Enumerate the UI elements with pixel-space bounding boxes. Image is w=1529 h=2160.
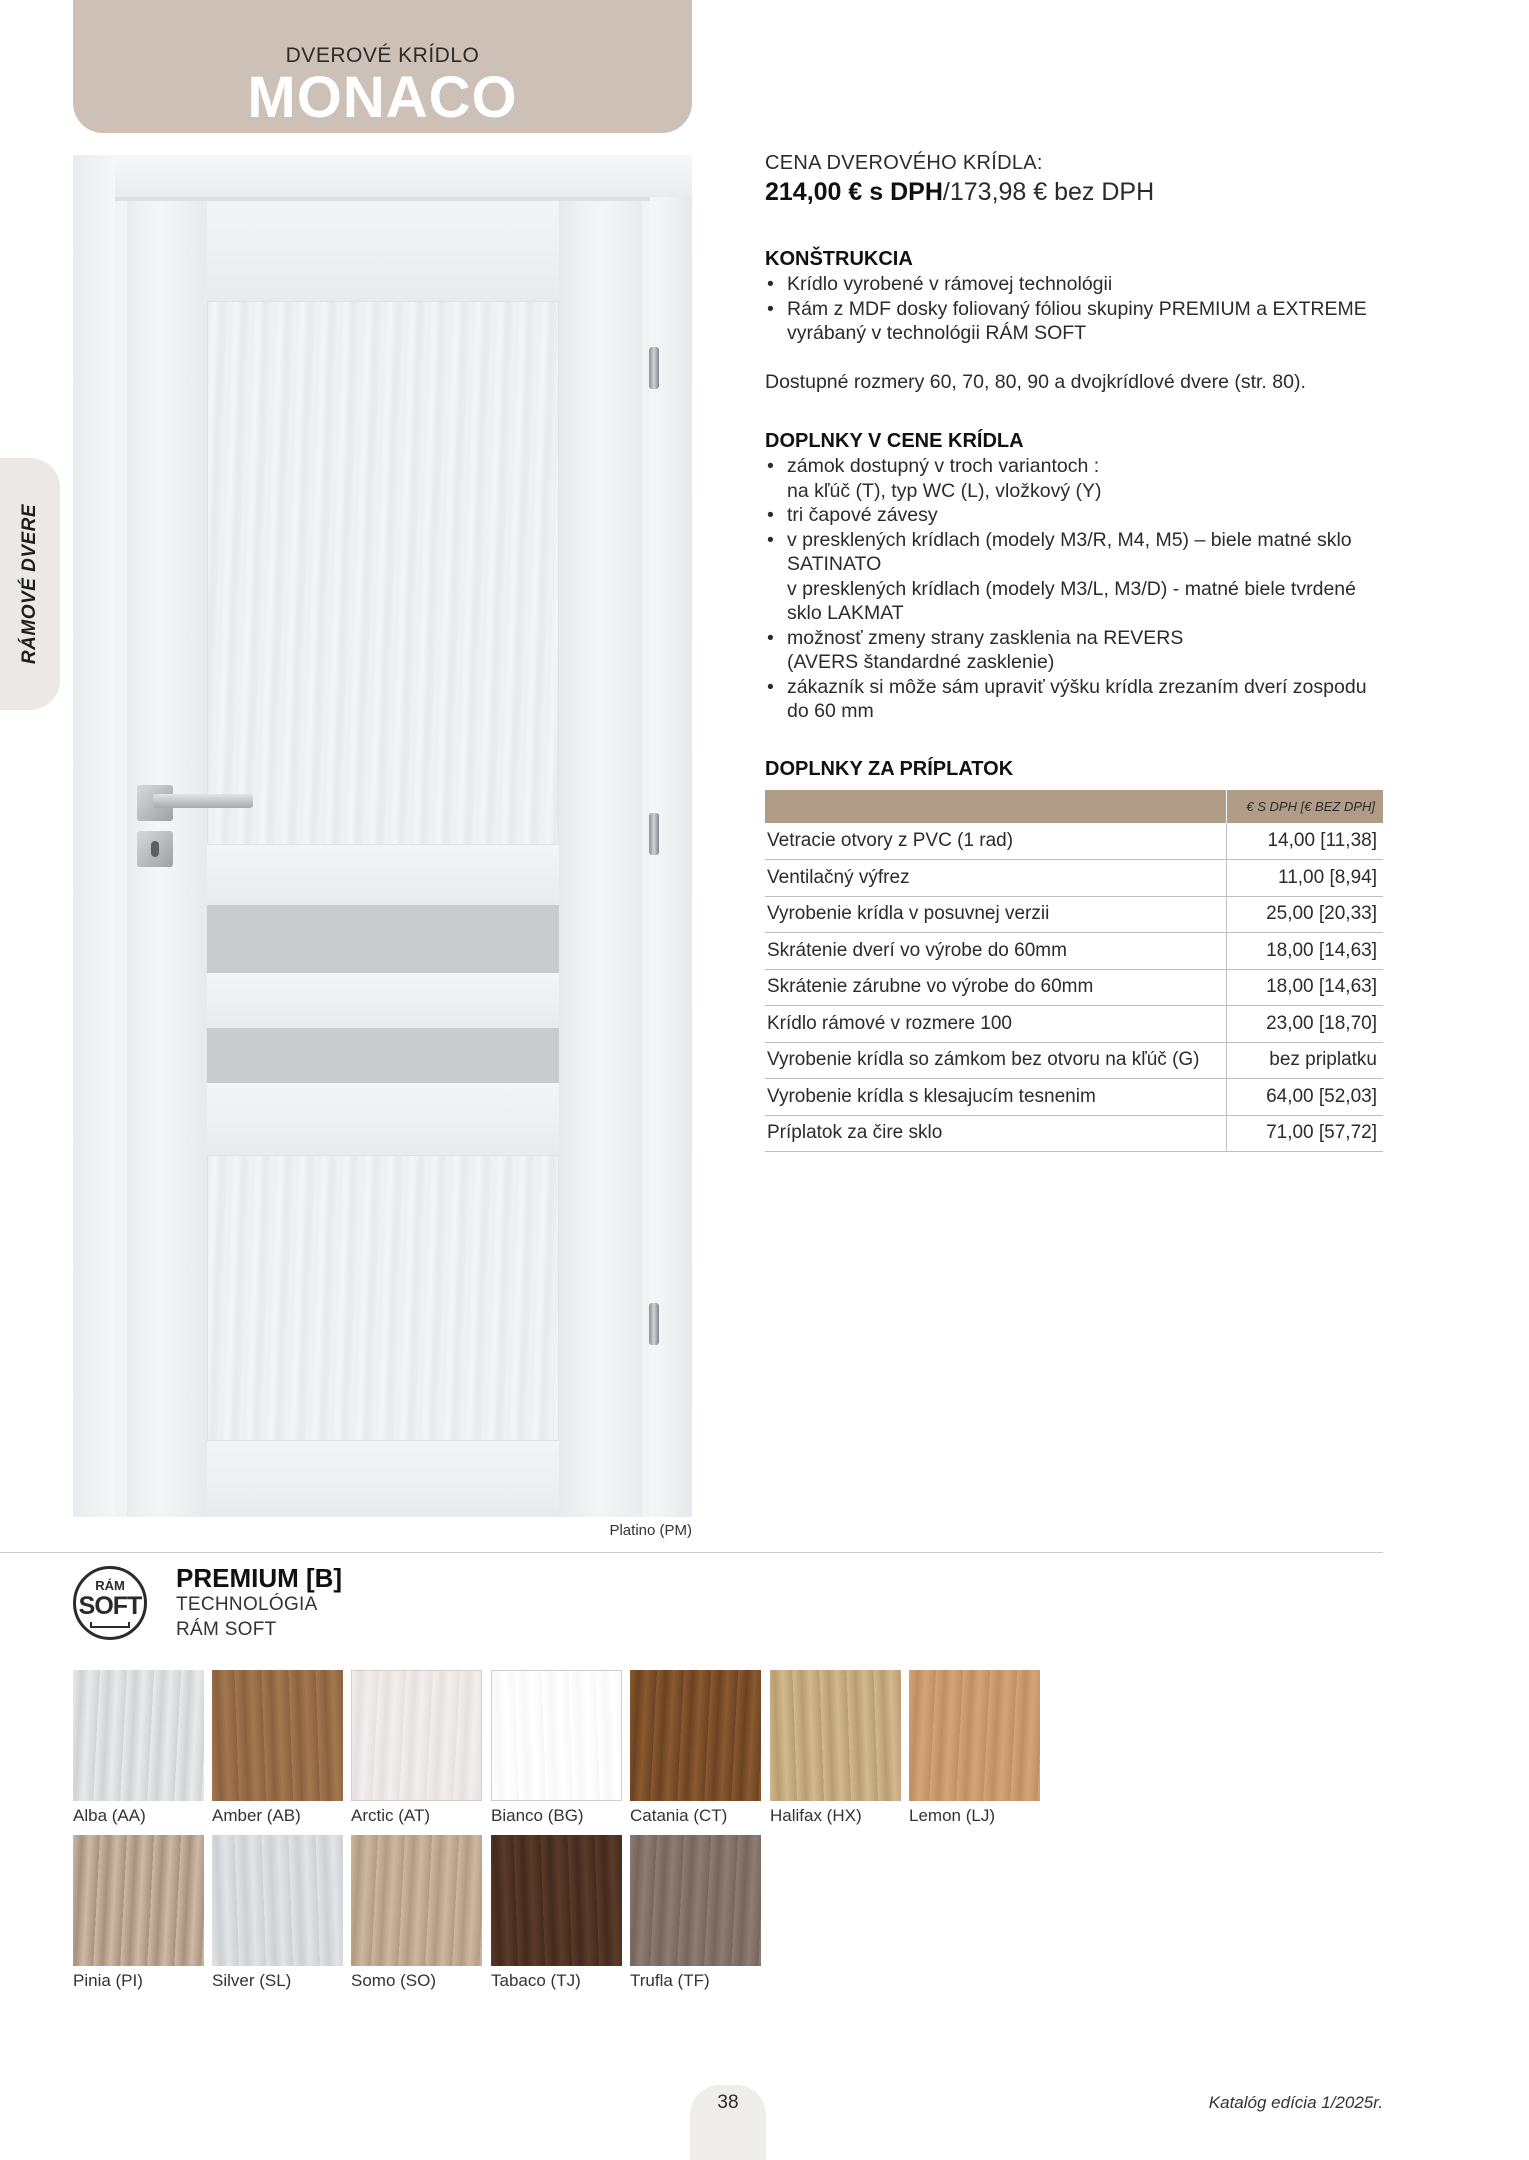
header-tab — [73, 0, 692, 133]
premium-subtitle: TECHNOLÓGIA — [176, 1594, 318, 1615]
door-rail — [207, 1083, 559, 1155]
price-without-vat: /173,98 € bez DPH — [942, 178, 1155, 206]
addon-label: Skrátenie zárubne vo výrobe do 60mm — [765, 969, 1226, 1006]
extras-title: DOPLNKY ZA PRÍPLATOK — [765, 758, 1014, 780]
color-swatch[interactable] — [491, 1835, 622, 1966]
price-label: CENA DVEROVÉHO KRÍDLA: — [765, 152, 1043, 174]
swatch-label: Arctic (AT) — [351, 1806, 431, 1825]
table-row — [765, 969, 1383, 1006]
color-swatch[interactable] — [630, 1670, 761, 1801]
ram-soft-badge-icon — [73, 1566, 147, 1640]
price-line — [765, 178, 1385, 207]
addon-label: Vetracie otvory z PVC (1 rad) — [765, 823, 1226, 860]
table-row — [765, 1042, 1383, 1079]
color-swatch[interactable] — [212, 1835, 343, 1966]
addon-price: 18,00 [14,63] — [1226, 933, 1383, 970]
table-row — [765, 1115, 1383, 1152]
list-item: • možnosť zmeny strany zasklenia na REVERS (AVERS štandardné zasklenie) — [765, 626, 1385, 675]
door-image — [73, 155, 692, 1517]
door-color-caption: Platino (PM) — [609, 1522, 692, 1539]
addon-price: 23,00 [18,70] — [1226, 1006, 1383, 1043]
table-header-price: € S DPH [€ BEZ DPH] — [1226, 790, 1383, 823]
badge-frame-icon — [90, 1622, 130, 1628]
badge-top-text: RÁM — [95, 1578, 125, 1593]
table-row — [765, 860, 1383, 897]
swatch-label: Lemon (LJ) — [909, 1806, 995, 1825]
color-swatch[interactable] — [212, 1670, 343, 1801]
list-item: • tri čapové závesy — [765, 503, 1385, 528]
addon-price: bez priplatku — [1226, 1042, 1383, 1079]
list-item: • zákazník si môže sám upraviť výšku krídla zrezaním dverí zospodu do 60 mm — [765, 675, 1385, 724]
list-item: • Krídlo vyrobené v rámovej technológii — [765, 272, 1385, 297]
swatch-label: Bianco (BG) — [491, 1806, 584, 1825]
category-label: RÁMOVÉ DVERE — [19, 503, 40, 665]
color-swatch[interactable] — [351, 1835, 482, 1966]
addon-price: 18,00 [14,63] — [1226, 969, 1383, 1006]
available-sizes: Dostupné rozmery 60, 70, 80, 90 a dvojkrídlové dvere (str. 80). — [765, 370, 1306, 393]
door-rail-top — [207, 201, 559, 301]
addon-label: Skrátenie dverí vo výrobe do 60mm — [765, 933, 1226, 970]
list-item: • v presklených krídlach (modely M3/R, M4, M5) – biele matné sklo SATINATO v presklených krídlach (modely M3/L, M3/D) - matné biele tvrdené sklo LAKMAT — [765, 528, 1385, 626]
price-with-vat: 214,00 € s DPH — [765, 178, 943, 206]
swatch-label: Halifax (HX) — [770, 1806, 862, 1825]
header-subtitle: DVEROVÉ KRÍDLO — [285, 44, 480, 67]
construction-section — [765, 248, 1385, 394]
door-panel-upper — [207, 301, 559, 845]
color-swatch[interactable] — [351, 1670, 482, 1801]
category-side-tab[interactable] — [0, 458, 60, 710]
included-section — [765, 430, 1385, 724]
door-rail — [207, 973, 559, 1028]
door-glass-strip — [207, 905, 559, 973]
addon-label: Ventilačný výfrez — [765, 860, 1226, 897]
catalog-edition: Katalóg edícia 1/2025r. — [1208, 2093, 1383, 2112]
swatch-label: Trufla (TF) — [630, 1971, 710, 1990]
color-swatch[interactable] — [73, 1835, 204, 1966]
table-header-label — [765, 790, 1226, 823]
table-header-row — [765, 790, 1383, 823]
construction-list — [765, 272, 1385, 346]
table-row — [765, 823, 1383, 860]
addon-label: Vyrobenie krídla v posuvnej verzii — [765, 896, 1226, 933]
premium-subtitle: RÁM SOFT — [176, 1619, 277, 1640]
keyhole-icon — [151, 841, 159, 857]
addon-price: 14,00 [11,38] — [1226, 823, 1383, 860]
door-panel-lower — [207, 1155, 559, 1441]
door-glass-strip — [207, 1028, 559, 1083]
badge-main-text: SOFT — [78, 1592, 142, 1620]
door-stile-right — [559, 201, 642, 1517]
color-swatch[interactable] — [909, 1670, 1040, 1801]
swatch-label: Somo (SO) — [351, 1971, 437, 1990]
swatch-label: Pinia (PI) — [73, 1971, 143, 1990]
list-item: • zámok dostupný v troch variantoch : na kľúč (T), typ WC (L), vložkový (Y) — [765, 454, 1385, 503]
table-row — [765, 896, 1383, 933]
swatch-label: Amber (AB) — [212, 1806, 301, 1825]
extras-table — [765, 790, 1383, 1152]
page-number: 38 — [717, 2092, 739, 2113]
included-title: DOPLNKY V CENE KRÍDLA — [765, 430, 1024, 452]
color-swatch[interactable] — [630, 1835, 761, 1966]
table-row — [765, 1006, 1383, 1043]
door-rail-bottom — [207, 1441, 559, 1517]
addon-label: Vyrobenie krídla s klesajucím tesnenim — [765, 1079, 1226, 1116]
included-list — [765, 454, 1385, 724]
color-swatch[interactable] — [73, 1670, 204, 1801]
hinge-icon — [649, 1303, 659, 1345]
swatch-label: Tabaco (TJ) — [491, 1971, 581, 1990]
addon-price: 71,00 [57,72] — [1226, 1115, 1383, 1152]
door-frame-left — [73, 155, 115, 1517]
door-frame-top — [73, 155, 692, 197]
table-row — [765, 933, 1383, 970]
section-divider — [0, 1552, 1383, 1553]
addon-label: Krídlo rámové v rozmere 100 — [765, 1006, 1226, 1043]
swatch-label: Silver (SL) — [212, 1971, 292, 1990]
addon-label: Príplatok za čire sklo — [765, 1115, 1226, 1152]
table-row — [765, 1079, 1383, 1116]
hinge-icon — [649, 347, 659, 389]
door-rail — [207, 845, 559, 905]
swatch-label: Catania (CT) — [630, 1806, 728, 1825]
hinge-icon — [649, 813, 659, 855]
swatch-label: Alba (AA) — [73, 1806, 146, 1825]
addon-price: 11,00 [8,94] — [1226, 860, 1383, 897]
premium-title: PREMIUM [B] — [176, 1563, 343, 1593]
color-swatch[interactable] — [770, 1670, 901, 1801]
door-handle-icon — [153, 794, 253, 808]
extras-table-body — [765, 823, 1383, 1152]
addon-price: 25,00 [20,33] — [1226, 896, 1383, 933]
color-swatch[interactable] — [491, 1670, 622, 1801]
addon-label: Vyrobenie krídla so zámkom bez otvoru na kľúč (G) — [765, 1042, 1226, 1079]
list-item: • Rám z MDF dosky foliovaný fóliou skupiny PREMIUM a EXTREME vyrábaný v technológii RÁM SOFT — [765, 297, 1385, 346]
addon-price: 64,00 [52,03] — [1226, 1079, 1383, 1116]
construction-title: KONŠTRUKCIA — [765, 248, 913, 270]
product-title: MONACO — [247, 65, 518, 130]
